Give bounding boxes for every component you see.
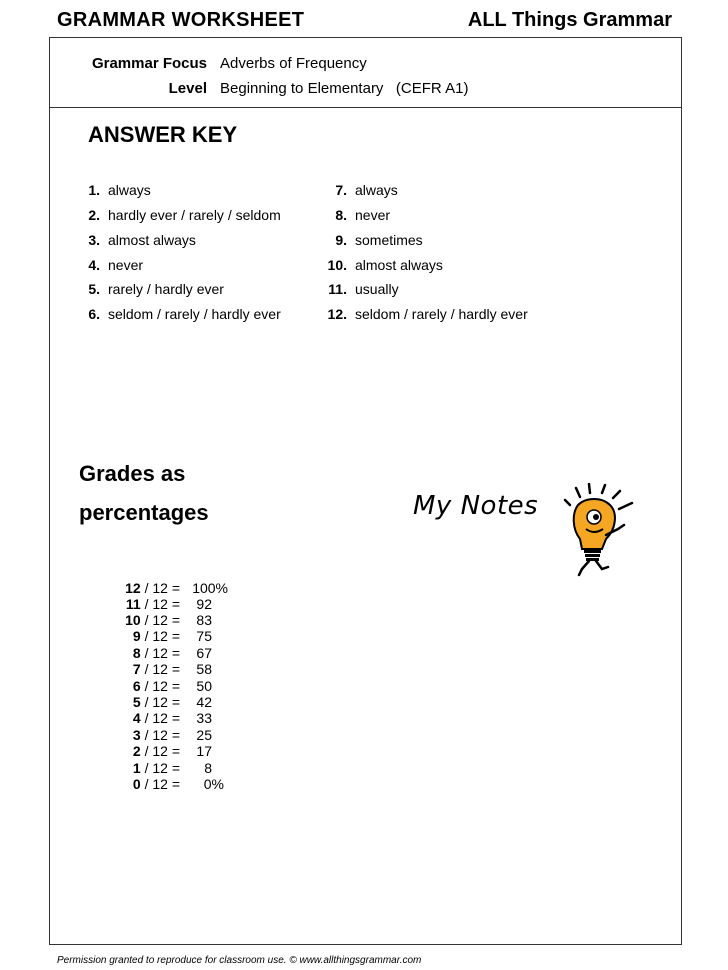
grade-denominator: / 12 = — [140, 596, 180, 612]
grade-percent: 8 — [204, 760, 212, 776]
focus-divider — [49, 107, 682, 108]
grammar-focus-label: Grammar Focus — [91, 55, 207, 72]
grade-score: 4 — [132, 710, 141, 726]
grade-row — [118, 645, 228, 661]
answer-text: never — [108, 257, 144, 273]
grade-percent: 42 — [196, 694, 212, 710]
grade-row — [118, 628, 228, 644]
grade-score: 5 — [132, 694, 141, 710]
grade-score: 10 — [125, 612, 141, 628]
grade-score: 3 — [132, 727, 141, 743]
answer-key-title: ANSWER KEY — [88, 122, 238, 147]
grade-percent: 83 — [196, 612, 212, 628]
grade-denominator: / 12 = — [140, 710, 180, 726]
grade-denominator: / 12 = — [140, 645, 180, 661]
answer-text: hardly ever / rarely / seldom — [108, 207, 281, 223]
grade-denominator: / 12 = — [140, 628, 180, 644]
grade-score: 2 — [132, 743, 141, 759]
answer-text: rarely / hardly ever — [108, 281, 224, 297]
grade-row — [118, 580, 228, 596]
grade-percent: 17 — [196, 743, 212, 759]
grade-percent: 33 — [196, 710, 212, 726]
answer-text: sometimes — [355, 232, 423, 248]
answer-number: 4. — [88, 257, 100, 273]
grade-score: 11 — [125, 596, 141, 612]
grade-row — [118, 776, 228, 792]
grade-row — [118, 743, 228, 759]
grade-percent: 100% — [192, 580, 228, 596]
level-value: Beginning to Elementary (CEFR A1) — [220, 80, 469, 97]
answer-number: 10. — [327, 257, 347, 273]
grade-row — [118, 694, 228, 710]
grade-score: 7 — [132, 661, 141, 677]
answer-text: almost always — [108, 232, 196, 248]
grade-percent: 75 — [196, 628, 212, 644]
grade-row — [118, 760, 228, 776]
answer-number: 11. — [328, 281, 347, 297]
grade-percent: 58 — [196, 661, 212, 677]
grade-denominator: / 12 = — [140, 661, 180, 677]
grade-denominator: / 12 = — [140, 760, 180, 776]
grade-denominator: / 12 = — [140, 776, 180, 792]
grade-percent: 0% — [203, 776, 224, 792]
grade-percent: 92 — [196, 596, 212, 612]
grade-score: 8 — [132, 645, 141, 661]
worksheet-header-title: GRAMMAR WORKSHEET — [57, 9, 305, 31]
grade-score: 9 — [132, 628, 141, 644]
grade-score: 6 — [132, 678, 141, 694]
copyright-footer: Permission granted to reproduce for classroom use. © www.allthingsgrammar.com — [57, 955, 422, 966]
grammar-focus-value: Adverbs of Frequency — [220, 55, 367, 72]
grades-title — [79, 454, 209, 532]
grade-row — [118, 596, 228, 612]
grade-score: 1 — [132, 760, 141, 776]
grade-row — [118, 727, 228, 743]
answer-text: seldom / rarely / hardly ever — [355, 306, 528, 322]
grade-denominator: / 12 = — [140, 612, 180, 628]
answer-text: always — [108, 182, 151, 198]
grade-row — [118, 710, 228, 726]
answer-number: 3. — [88, 232, 100, 248]
grade-denominator: / 12 = — [140, 743, 180, 759]
grade-score: 0 — [132, 776, 141, 792]
answer-text: never — [355, 207, 391, 223]
grade-percent: 67 — [196, 645, 212, 661]
grade-percent: 25 — [196, 727, 212, 743]
answer-text: seldom / rarely / hardly ever — [108, 306, 281, 322]
answer-number: 1. — [88, 182, 100, 198]
answer-number: 7. — [335, 182, 347, 198]
brand-title: ALL Things Grammar — [467, 9, 672, 31]
grades-title-line2: percentages — [79, 500, 209, 525]
answer-number: 2. — [88, 207, 100, 223]
my-notes-label: My Notes — [413, 491, 539, 521]
answer-text: always — [355, 182, 398, 198]
grade-row — [118, 612, 228, 628]
grade-row — [118, 661, 228, 677]
grade-denominator: / 12 = — [140, 678, 180, 694]
answer-number: 5. — [88, 281, 100, 297]
grade-denominator: / 12 = — [140, 580, 180, 596]
answer-number: 6. — [88, 306, 100, 322]
grade-denominator: / 12 = — [140, 727, 180, 743]
answer-number: 8. — [335, 207, 347, 223]
grade-row — [118, 678, 228, 694]
answer-number: 12. — [327, 306, 347, 322]
grades-title-line1: Grades as — [79, 461, 186, 486]
lightbulb-character-icon — [562, 483, 640, 579]
answer-text: almost always — [355, 257, 443, 273]
level-label: Level — [168, 80, 207, 97]
grade-denominator: / 12 = — [140, 694, 180, 710]
answer-text: usually — [355, 281, 399, 297]
grade-score: 12 — [125, 580, 141, 596]
answer-number: 9. — [335, 232, 347, 248]
grade-percent: 50 — [196, 678, 212, 694]
